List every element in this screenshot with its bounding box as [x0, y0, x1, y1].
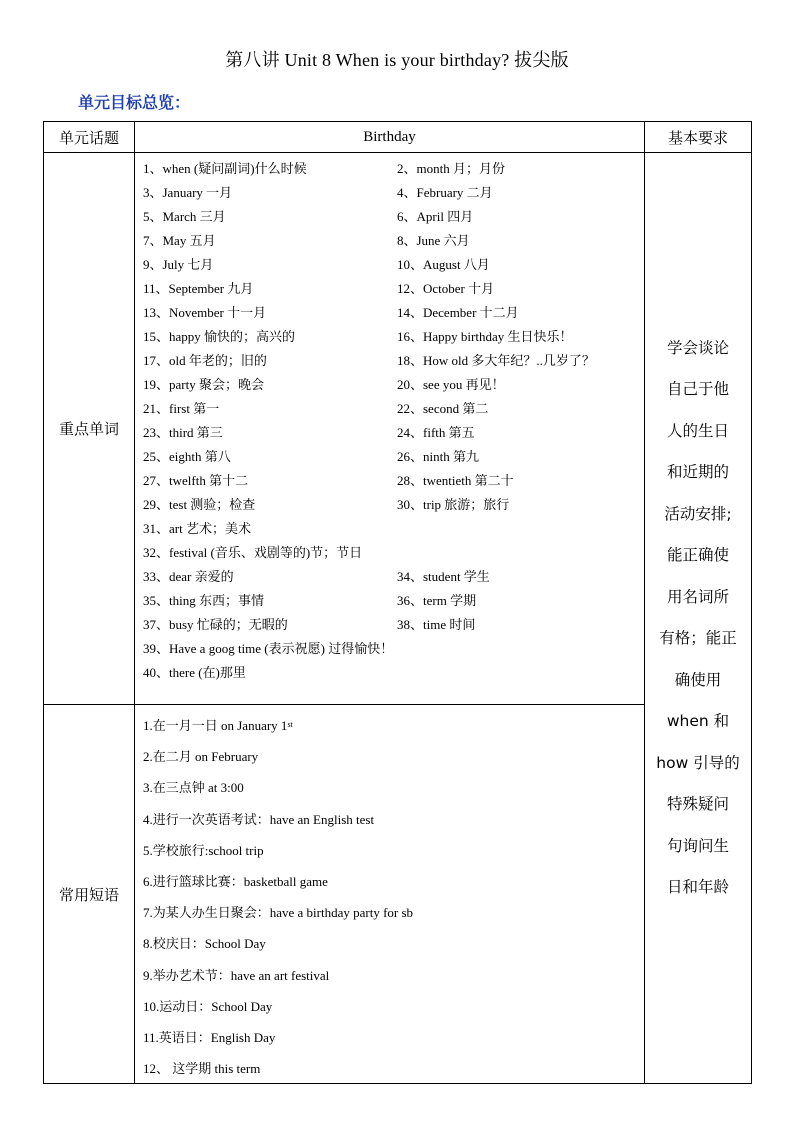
vocab-item-left: 33、dear 亲爱的 [143, 568, 234, 584]
phrase-item [143, 1052, 644, 1083]
vocab-item-left: 7、May 五月 [143, 232, 216, 248]
vocab-item-right: 26、ninth 第九 [397, 448, 479, 464]
phrase-text: 10.运动日：School Day [143, 998, 273, 1014]
requirement-line: 句询问生 [666, 836, 729, 855]
vocab-line [143, 203, 644, 227]
vocab-line [143, 347, 644, 371]
requirement-line: 用名词所 [666, 587, 729, 606]
phrase-text: 6.进行篮球比赛：basketball game [143, 874, 328, 890]
phrase-text: 9.举办艺术节：have an art festival [143, 967, 330, 983]
page-title: 第八讲 Unit 8 When is your birthday? 拔尖版 [225, 50, 569, 70]
vocab-item-left: 37、busy 忙碌的；无暇的 [143, 616, 288, 632]
phrase-text: 12、 这学期 this term [143, 1061, 261, 1077]
requirement-line: how 引导的 [656, 753, 740, 772]
vocab-label: 重点单词 [44, 153, 135, 705]
vocab-item-left: 3、January 一月 [143, 184, 233, 200]
vocab-line [143, 539, 644, 563]
vocab-item-left: 40、there (在)那里 [143, 664, 246, 680]
vocab-item-left: 1、when (疑问副词)什么时候 [143, 160, 307, 176]
vocab-item-right: 14、December 十二月 [397, 304, 519, 320]
vocab-item-left: 13、November 十一月 [143, 304, 267, 320]
vocab-item-right: 22、second 第二 [397, 400, 489, 416]
vocab-line [143, 155, 644, 179]
phrase-item [143, 927, 644, 958]
vocab-line [143, 227, 644, 251]
vocab-item-left: 19、party 聚会；晚会 [143, 376, 264, 392]
vocab-line [143, 443, 644, 467]
vocab-line [143, 467, 644, 491]
vocab-line [143, 275, 644, 299]
vocab-item-left: 31、art 艺术；美术 [143, 520, 251, 536]
vocab-item-left: 27、twelfth 第十二 [143, 472, 249, 488]
vocab-line [143, 419, 644, 443]
header-topic: 单元话题 [44, 122, 135, 153]
header-birthday: Birthday [135, 122, 645, 153]
requirements-cell [645, 153, 752, 1084]
vocab-item-left: 15、happy 愉快的；高兴的 [143, 328, 296, 344]
unit-overview-table [43, 121, 752, 1084]
phrase-text: 3.在三点钟 at 3:00 [143, 780, 244, 796]
vocab-item-right: 28、twentieth 第二十 [397, 472, 514, 488]
phrase-item [143, 1021, 644, 1052]
vocab-item-left: 21、first 第一 [143, 400, 220, 416]
requirement-line: 活动安排; [664, 504, 732, 523]
vocab-line [143, 299, 644, 323]
phrase-item [143, 803, 644, 834]
vocab-line [143, 371, 644, 395]
phrase-item [143, 740, 644, 771]
vocab-list [135, 153, 645, 705]
phrase-text: 5.学校旅行:school trip [143, 842, 264, 858]
vocab-item-left: 5、March 三月 [143, 208, 226, 224]
vocab-line [143, 587, 644, 611]
vocab-item-left: 39、Have a goog time (表示祝愿) 过得愉快！ [143, 640, 394, 656]
phrase-item [143, 709, 644, 740]
vocab-item-right: 24、fifth 第五 [397, 424, 475, 440]
vocab-item-left: 32、festival (音乐、戏剧等的)节；节日 [143, 544, 363, 560]
requirement-line: 能正确使 [666, 546, 729, 565]
phrase-item [143, 990, 644, 1021]
vocab-item-right: 6、April 四月 [397, 208, 474, 224]
phrase-item [143, 896, 644, 927]
vocab-line [143, 491, 644, 515]
phrase-text: 2.在二月 on February [143, 749, 259, 765]
requirement-line: 有格；能正 [659, 629, 737, 648]
requirement-line: 和近期的 [666, 463, 729, 482]
vocab-item-left: 11、September 九月 [143, 280, 254, 296]
phrase-text: 11.英语日：English Day [143, 1029, 276, 1045]
vocab-line [143, 323, 644, 347]
vocab-item-right: 4、February 二月 [397, 184, 493, 200]
requirement-line: 特殊疑问 [666, 795, 729, 814]
vocab-line [143, 659, 644, 683]
vocab-item-left: 35、thing 东西；事情 [143, 592, 264, 608]
requirement-line: 日和年龄 [666, 878, 729, 897]
vocab-item-right: 2、month 月；月份 [397, 160, 505, 176]
vocab-line [143, 563, 644, 587]
vocab-line [143, 251, 644, 275]
vocab-item-right: 12、October 十月 [397, 280, 495, 296]
vocab-item-right: 16、Happy birthday 生日快乐！ [397, 328, 573, 344]
vocab-item-right: 18、How old 多大年纪？..几岁了？ [397, 352, 595, 368]
phrase-text: 4.进行一次英语考试：have an English test [143, 811, 375, 827]
phrase-item [143, 959, 644, 990]
phrase-text: 7.为某人办生日聚会：have a birthday party for sb [143, 905, 414, 921]
phrase-item [143, 865, 644, 896]
header-requirements: 基本要求 [645, 122, 752, 153]
phrase-label: 常用短语 [44, 705, 135, 1084]
vocab-item-left: 25、eighth 第八 [143, 448, 231, 464]
phrase-text: 1.在一月一日 on January 1 [143, 718, 288, 734]
requirement-line: when 和 [666, 712, 730, 731]
vocab-row [44, 153, 752, 705]
section-subtitle: 单元目标总览： [78, 93, 191, 112]
requirement-line: 自己于他 [666, 380, 729, 399]
vocab-line [143, 395, 644, 419]
vocab-item-right: 8、June 六月 [397, 232, 470, 248]
requirement-line: 学会谈论 [666, 338, 729, 357]
phrase-list [135, 705, 645, 1084]
vocab-line [143, 515, 644, 539]
phrase-text: 8.校庆日：School Day [143, 936, 266, 952]
vocab-line [143, 635, 644, 659]
vocab-item-left: 9、July 七月 [143, 256, 214, 272]
vocab-item-right: 20、see you 再见！ [397, 376, 505, 392]
vocab-line [143, 611, 644, 635]
requirement-line: 确使用 [674, 670, 722, 689]
vocab-item-right: 36、term 学期 [397, 592, 477, 608]
phrase-item [143, 834, 644, 865]
vocab-item-left: 23、third 第三 [143, 424, 223, 440]
vocab-item-left: 29、test 测验；检查 [143, 496, 256, 512]
vocab-item-right: 30、trip 旅游；旅行 [397, 496, 510, 512]
vocab-item-right: 38、time 时间 [397, 616, 476, 632]
requirement-line: 人的生日 [666, 421, 729, 440]
table-header-row [44, 122, 752, 153]
vocab-line [143, 179, 644, 203]
phrase-superscript: st [287, 720, 293, 730]
vocab-item-right: 10、August 八月 [397, 256, 490, 272]
vocab-item-left: 17、old 年老的；旧的 [143, 352, 267, 368]
vocab-item-right: 34、student 学生 [397, 568, 490, 584]
phrase-item [143, 771, 644, 802]
